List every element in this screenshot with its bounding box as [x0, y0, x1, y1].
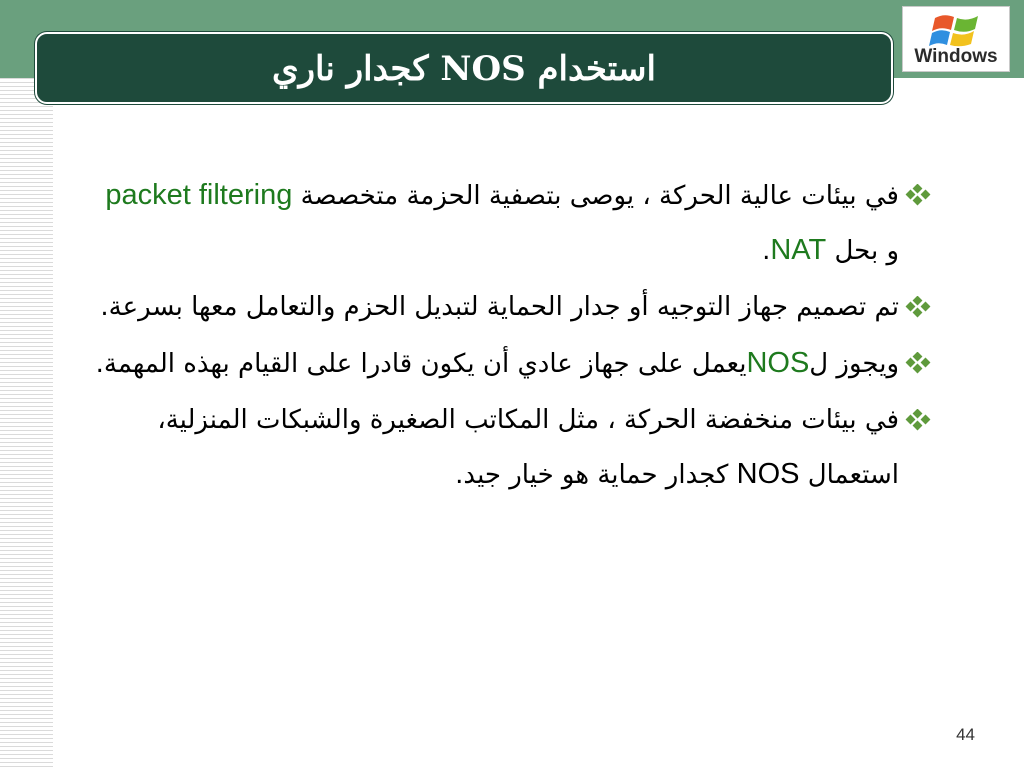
bullet-list: [95, 168, 935, 504]
diamond-bullet-icon: [905, 296, 931, 318]
bullet-item: [95, 168, 935, 278]
bullet-text: و بحل: [826, 236, 899, 266]
bullet-text: يعمل على جهاز عادي أن يكون قادرا على القيام بهذه المهمة.: [95, 349, 747, 379]
windows-flag-icon: [927, 10, 985, 50]
highlight-term: NOS: [736, 458, 800, 490]
bullet-text: ويجوز ل: [809, 349, 899, 379]
bullet-text: تم تصميم جهاز التوجيه أو جدار الحماية لتبديل الحزم والتعامل معها بسرعة.: [100, 292, 899, 322]
logo-text: Windows: [914, 46, 998, 67]
bullet-item: [95, 393, 935, 502]
highlight-term: NOS: [746, 347, 810, 379]
bullet-text: .: [762, 236, 771, 266]
highlight-term: NAT: [770, 234, 827, 266]
diamond-bullet-icon: [905, 352, 931, 374]
slide-title: استخدام NOS كجدار ناري: [272, 49, 656, 89]
highlight-term: packet filtering: [105, 179, 293, 211]
diamond-bullet-icon: [905, 184, 931, 206]
diamond-bullet-icon: [905, 409, 931, 431]
bullet-text: كجدار حماية هو خيار جيد.: [455, 460, 737, 490]
decorative-stripes: [0, 78, 53, 768]
windows-logo: [902, 6, 1010, 72]
bullet-item: [95, 280, 935, 334]
bullet-text: في بيئات منخفضة الحركة ، مثل المكاتب الصغيرة والشبكات المنزلية، استعمال: [157, 405, 899, 490]
title-bar: [35, 32, 893, 104]
bullet-item: [95, 336, 935, 391]
page-number: 44: [956, 725, 975, 744]
bullet-text: في بيئات عالية الحركة ، يوصى بتصفية الحزمة متخصصة: [300, 181, 899, 211]
